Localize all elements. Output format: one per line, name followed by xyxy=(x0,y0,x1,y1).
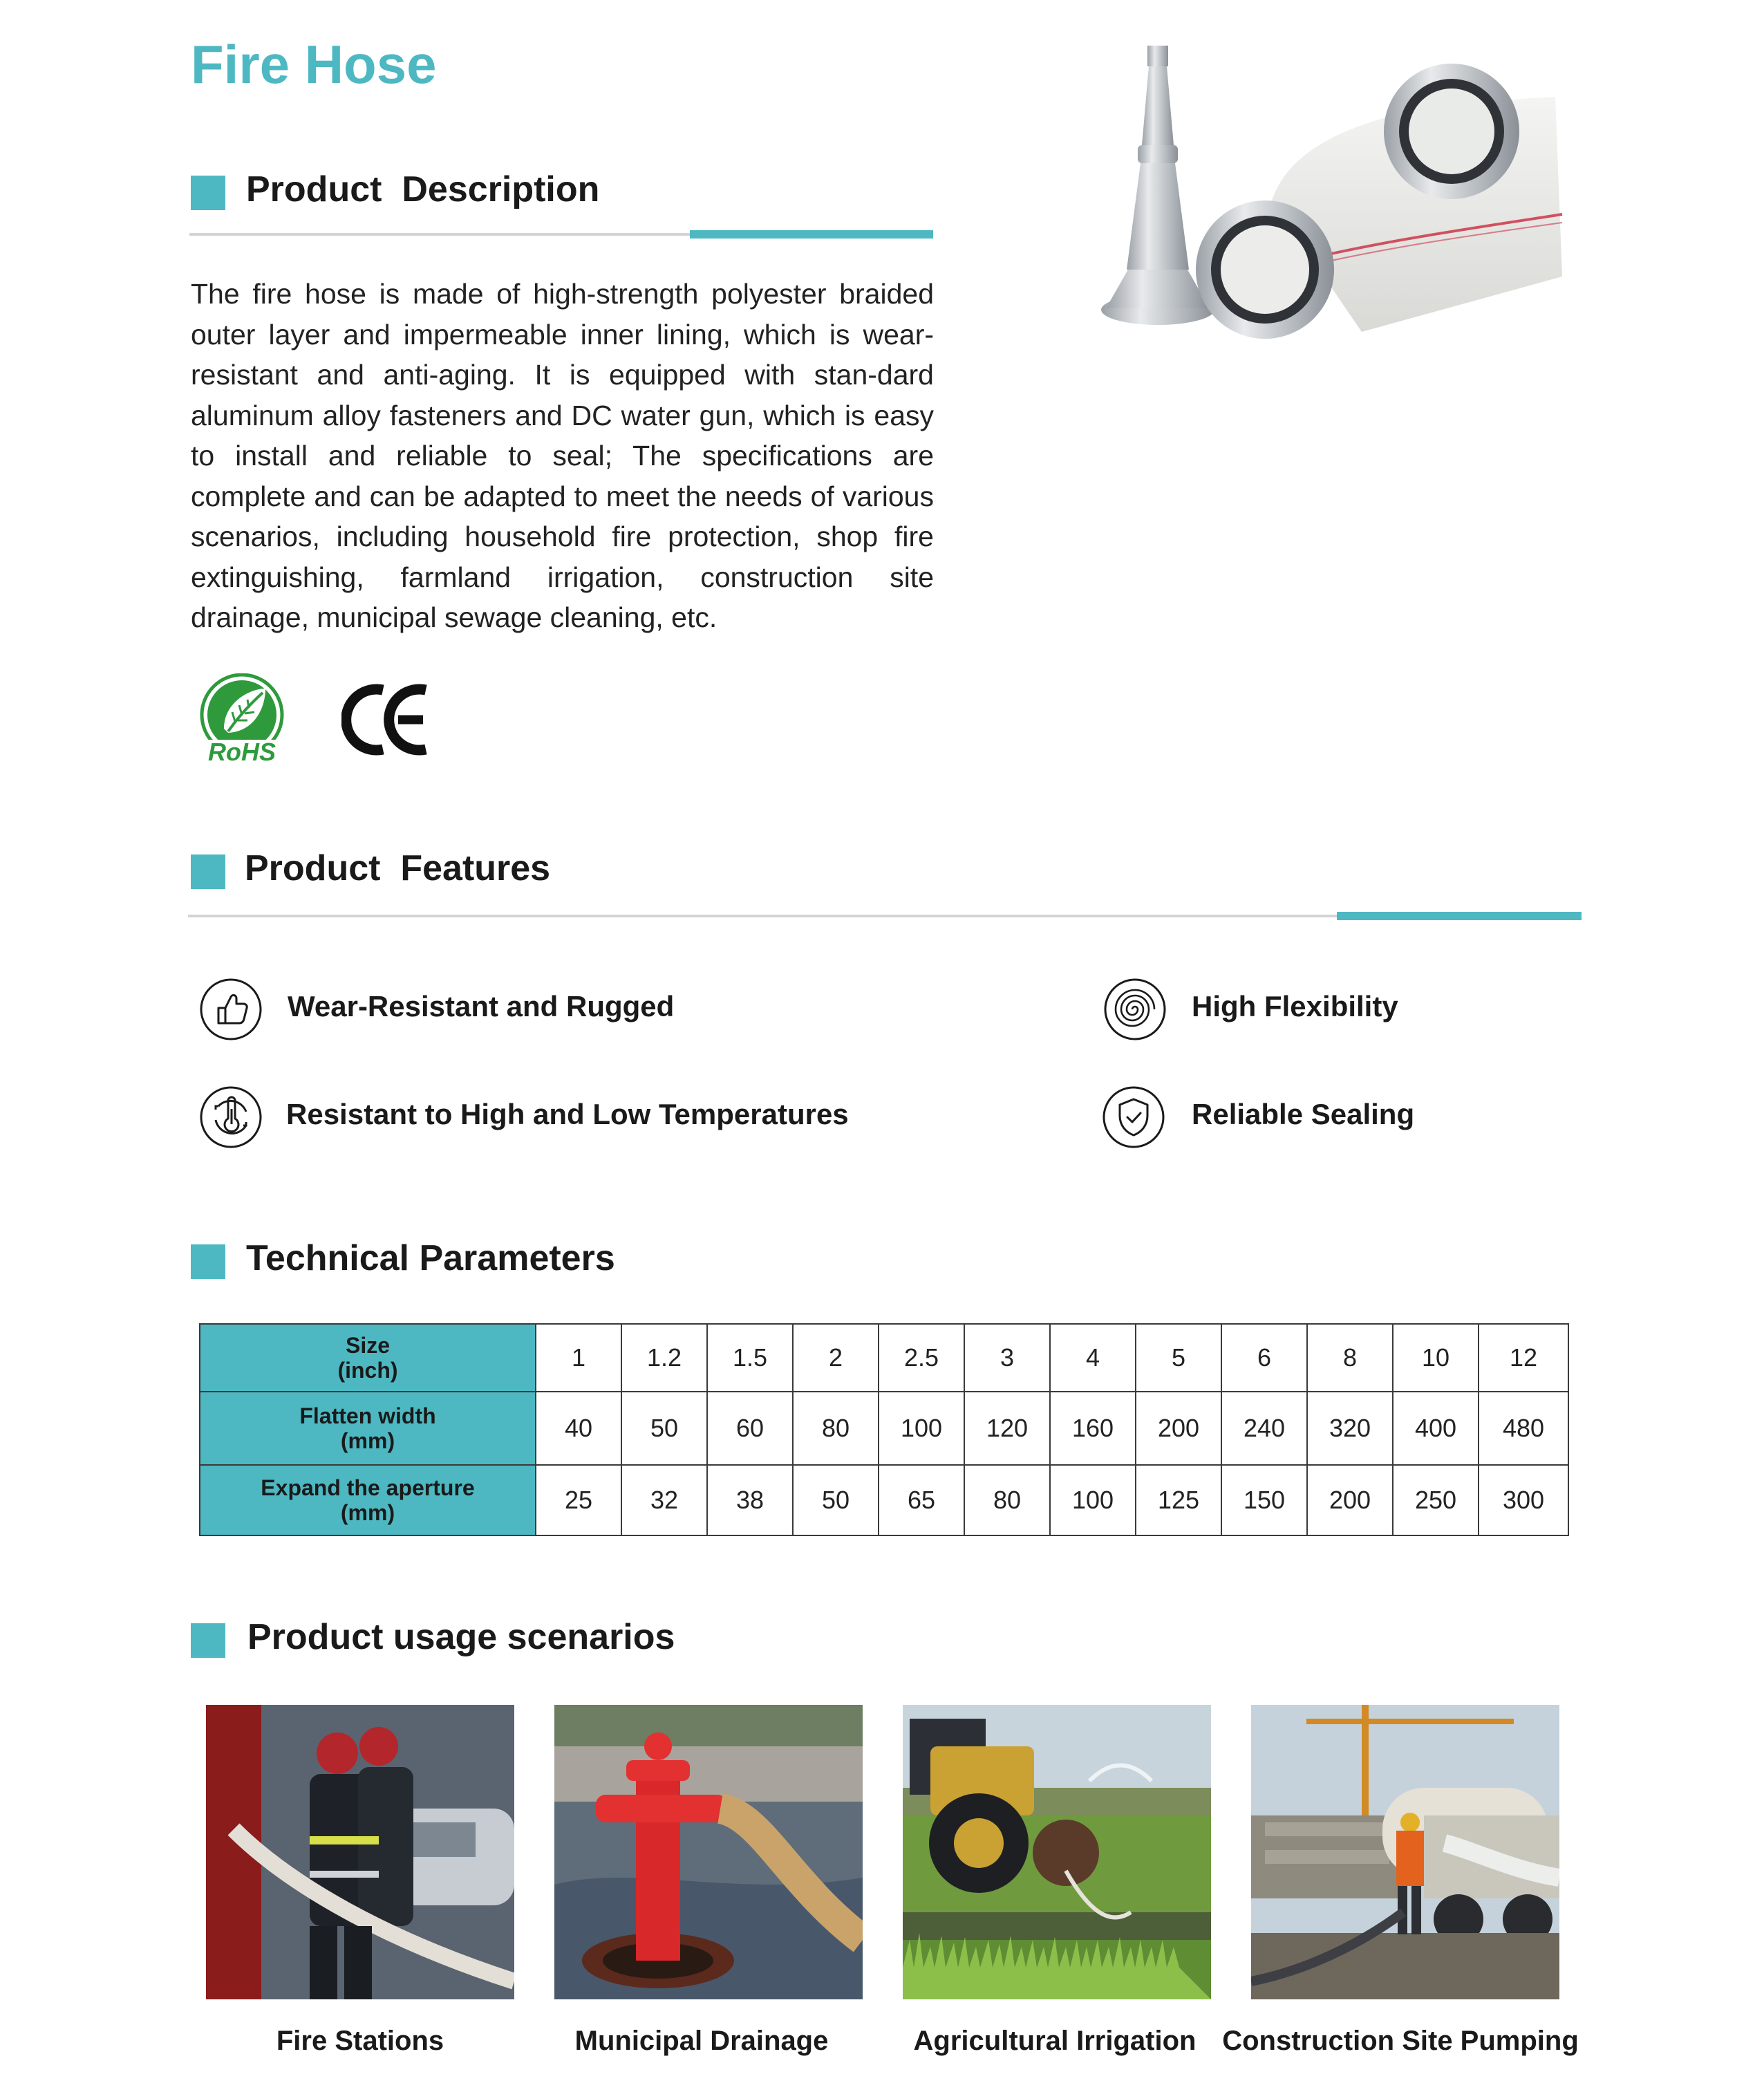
table-cell: 38 xyxy=(707,1465,793,1535)
table-cell: 1.5 xyxy=(707,1324,793,1392)
thumbs-up-icon xyxy=(199,978,263,1041)
table-cell: 6 xyxy=(1221,1324,1307,1392)
section-divider-accent xyxy=(690,230,933,239)
table-cell: 3 xyxy=(964,1324,1050,1392)
product-image xyxy=(1085,41,1569,346)
scenario-image-agricultural-irrigation xyxy=(903,1705,1211,1999)
thermometer-icon xyxy=(199,1085,263,1149)
section-marker xyxy=(191,1623,225,1658)
section-marker xyxy=(191,1244,225,1279)
section-marker xyxy=(191,854,225,889)
table-cell: 25 xyxy=(536,1465,621,1535)
table-cell: 200 xyxy=(1307,1465,1393,1535)
table-cell: 1 xyxy=(536,1324,621,1392)
table-cell: 1.2 xyxy=(621,1324,707,1392)
product-description: The fire hose is made of high-strength polyester braided outer layer and impermeable inner lining, which is wear-resistant and anti-aging. It is equipped with stan-dard aluminum alloy fasteners and DC water gun, which is easy to install and reliable to seal; The specifications are complete and can be adapted to meet the needs of various scenarios, including household fire protection, shop fire extinguishing, farmland irrigation, construction site drainage, municipal sewage cleaning, etc. xyxy=(191,278,934,633)
section-title-features: Product Features xyxy=(245,848,551,888)
section-title-scenarios: Product usage scenarios xyxy=(247,1617,675,1657)
table-cell: 80 xyxy=(964,1465,1050,1535)
table-cell: 32 xyxy=(621,1465,707,1535)
scenario-caption: Fire Stations xyxy=(276,2026,444,2056)
table-cell: 2 xyxy=(793,1324,879,1392)
ce-mark xyxy=(341,682,430,758)
section-title-description: Product Description xyxy=(246,169,600,209)
scenario-caption: Municipal Drainage xyxy=(574,2026,829,2056)
table-cell: 40 xyxy=(536,1392,621,1465)
table-cell: 10 xyxy=(1393,1324,1479,1392)
section-title-parameters: Technical Parameters xyxy=(246,1238,615,1278)
table-cell: 65 xyxy=(879,1465,964,1535)
table-row xyxy=(200,1324,1568,1392)
parameters-table xyxy=(199,1323,1569,1536)
table-cell: 80 xyxy=(793,1392,879,1465)
table-cell: 50 xyxy=(793,1465,879,1535)
table-cell: 5 xyxy=(1136,1324,1221,1392)
feature-label: High Flexibility xyxy=(1192,990,1398,1022)
row-header: Size (inch) xyxy=(200,1324,536,1392)
scenario-image-municipal-drainage xyxy=(554,1705,863,1999)
table-cell: 250 xyxy=(1393,1465,1479,1535)
table-row xyxy=(200,1392,1568,1465)
svg-text:RoHS: RoHS xyxy=(208,738,276,765)
table-cell: 320 xyxy=(1307,1392,1393,1465)
table-cell: 4 xyxy=(1050,1324,1136,1392)
page-title: Fire Hose xyxy=(191,34,437,95)
table-cell: 150 xyxy=(1221,1465,1307,1535)
table-cell: 100 xyxy=(1050,1465,1136,1535)
shield-check-icon xyxy=(1102,1085,1165,1149)
feature-label: Reliable Sealing xyxy=(1192,1098,1415,1130)
table-cell: 8 xyxy=(1307,1324,1393,1392)
table-cell: 50 xyxy=(621,1392,707,1465)
scenario-caption: Construction Site Pumping xyxy=(1222,2026,1579,2056)
table-cell: 240 xyxy=(1221,1392,1307,1465)
table-cell: 400 xyxy=(1393,1392,1479,1465)
spiral-icon xyxy=(1103,978,1167,1041)
table-cell: 120 xyxy=(964,1392,1050,1465)
table-cell: 12 xyxy=(1479,1324,1568,1392)
feature-label: Wear-Resistant and Rugged xyxy=(288,990,675,1022)
scenario-caption: Agricultural Irrigation xyxy=(913,2026,1197,2056)
scenario-image-fire-stations xyxy=(206,1705,514,1999)
table-cell: 300 xyxy=(1479,1465,1568,1535)
feature-label: Resistant to High and Low Temperatures xyxy=(286,1098,849,1130)
section-marker xyxy=(191,176,225,210)
table-cell: 160 xyxy=(1050,1392,1136,1465)
row-header: Flatten width (mm) xyxy=(200,1392,536,1465)
table-cell: 100 xyxy=(879,1392,964,1465)
table-row xyxy=(200,1465,1568,1535)
table-cell: 200 xyxy=(1136,1392,1221,1465)
scenario-image-construction-pumping xyxy=(1251,1705,1559,1999)
table-cell: 60 xyxy=(707,1392,793,1465)
row-header: Expand the aperture (mm) xyxy=(200,1465,536,1535)
rohs-logo xyxy=(196,673,288,765)
table-cell: 2.5 xyxy=(879,1324,964,1392)
table-cell: 480 xyxy=(1479,1392,1568,1465)
section-divider-accent xyxy=(1337,912,1582,920)
table-cell: 125 xyxy=(1136,1465,1221,1535)
